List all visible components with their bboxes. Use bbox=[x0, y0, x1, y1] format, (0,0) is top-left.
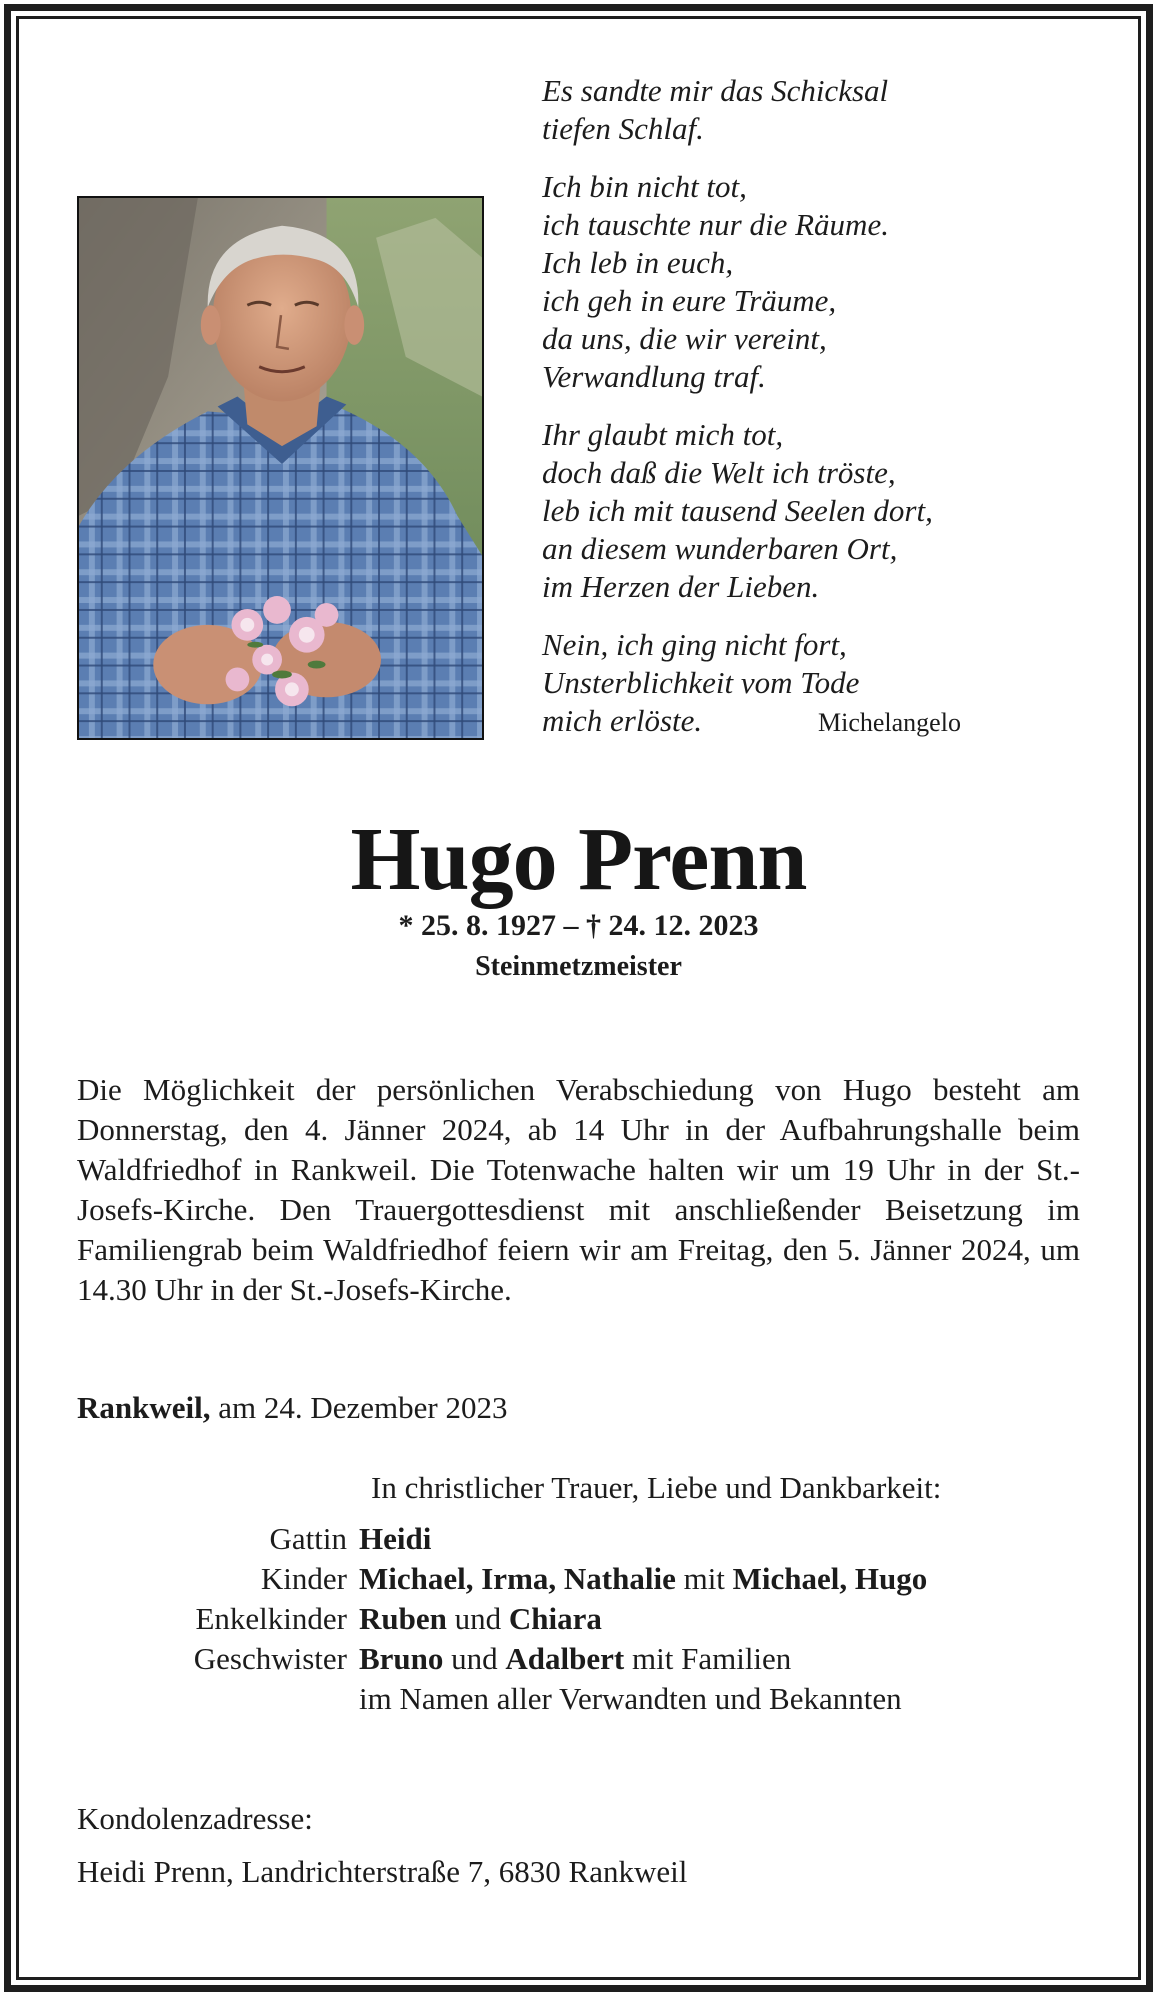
poem-stanza bbox=[542, 626, 1062, 740]
poem-line: Es sandte mir das Schicksal bbox=[542, 73, 889, 108]
poem-line: leb ich mit tausend Seelen dort, bbox=[542, 493, 933, 528]
family-row bbox=[77, 1639, 1080, 1679]
poem bbox=[542, 72, 1062, 760]
family-name: Michael, Hugo bbox=[732, 1561, 928, 1596]
poem-line: tiefen Schlaf. bbox=[542, 111, 704, 146]
family-name: Ruben bbox=[359, 1601, 447, 1636]
poem-line: an diesem wunderbaren Ort, bbox=[542, 531, 898, 566]
family-role: Geschwister bbox=[193, 1641, 347, 1676]
family-row bbox=[77, 1519, 1080, 1559]
family-names bbox=[359, 1519, 431, 1559]
poem-last-line bbox=[542, 702, 1062, 740]
profession: Steinmetzmeister bbox=[475, 951, 682, 982]
poem-line: Nein, ich ging nicht fort, bbox=[542, 627, 847, 662]
family-name: Bruno bbox=[359, 1641, 444, 1676]
family-role: Enkelkinder bbox=[195, 1601, 347, 1636]
family-name: Chiara bbox=[508, 1601, 602, 1636]
poem-stanza bbox=[542, 168, 1062, 396]
family-name: Adalbert bbox=[505, 1641, 625, 1676]
connector-text: mit bbox=[683, 1561, 725, 1596]
date: am 24. Dezember 2023 bbox=[218, 1390, 508, 1425]
family-role: Gattin bbox=[269, 1521, 347, 1556]
family-names bbox=[359, 1559, 927, 1599]
poem-line: ich tauschte nur die Räume. bbox=[542, 207, 889, 242]
poem-line: im Herzen der Lieben. bbox=[542, 569, 820, 604]
poem-line: doch daß die Welt ich tröste, bbox=[542, 455, 896, 490]
family-row bbox=[77, 1599, 1080, 1639]
deceased-name: Hugo Prenn bbox=[350, 810, 807, 909]
poem-stanza bbox=[542, 416, 1062, 606]
place: Rankweil, bbox=[77, 1390, 211, 1425]
mourning-line: In christlicher Trauer, Liebe und Dankbarkeit: bbox=[371, 1470, 942, 1505]
connector-text: mit Familien bbox=[632, 1641, 792, 1676]
family-row bbox=[77, 1679, 1080, 1719]
connector-text: und bbox=[451, 1641, 498, 1676]
condolence-label: Kondolenzadresse: bbox=[77, 1801, 313, 1836]
funeral-announcement: Die Möglichkeit der persönlichen Verabschiedung von Hugo besteht am Donnerstag, den 4. Jänner 2024, ab 14 Uhr in der Aufbahrungshalle beim Waldfriedhof in Rankweil. Die Totenwache halten wir um 19 Uhr in der St.-Josefs-Kirche. Den Trauergottesdienst mit anschließender Beisetzung im Familiengrab beim Waldfriedhof feiern wir am Freitag, den 5. Jänner 2024, um 14.30 Uhr in der St.-Josefs-Kirche. bbox=[77, 1072, 1080, 1307]
life-dates: * 25. 8. 1927 – † 24. 12. 2023 bbox=[398, 909, 759, 942]
family-list bbox=[77, 1519, 1080, 1719]
family-role: Kinder bbox=[260, 1561, 347, 1596]
poem-author: Michelangelo bbox=[818, 708, 961, 737]
family-name: Michael, Irma, Nathalie bbox=[359, 1561, 676, 1596]
place-date bbox=[77, 1388, 507, 1428]
poem-line: mich erlöste. bbox=[542, 703, 703, 738]
poem-line: Ich bin nicht tot, bbox=[542, 169, 747, 204]
poem-line: Ihr glaubt mich tot, bbox=[542, 417, 784, 452]
family-name: Heidi bbox=[359, 1521, 432, 1556]
family-role bbox=[77, 1679, 359, 1719]
poem-stanza bbox=[542, 72, 1062, 148]
poem-line: Verwandlung traf. bbox=[542, 359, 766, 394]
portrait-photo bbox=[77, 196, 484, 740]
poem-line: Ich leb in euch, bbox=[542, 245, 734, 280]
poem-line: ich geh in eure Träume, bbox=[542, 283, 837, 318]
family-closing: im Namen aller Verwandten und Bekannten bbox=[359, 1681, 902, 1716]
family-names bbox=[359, 1599, 602, 1639]
poem-line: Unsterblichkeit vom Tode bbox=[542, 665, 860, 700]
condolence-address: Heidi Prenn, Landrichterstraße 7, 6830 Rankweil bbox=[77, 1854, 688, 1889]
family-row bbox=[77, 1559, 1080, 1599]
portrait-image bbox=[79, 198, 482, 738]
poem-line: da uns, die wir vereint, bbox=[542, 321, 827, 356]
connector-text: und bbox=[454, 1601, 502, 1636]
family-names bbox=[359, 1639, 791, 1679]
